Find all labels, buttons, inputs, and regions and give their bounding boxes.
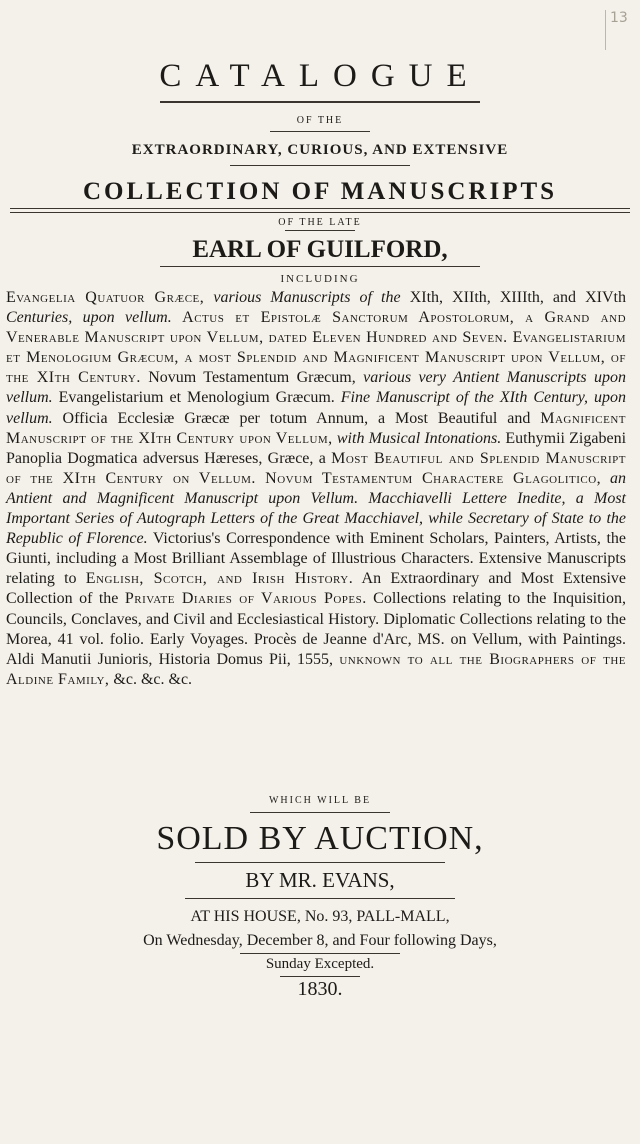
contents-segment — [601, 470, 610, 487]
dates-line: On Wednesday, December 8, and Four following Days, — [143, 932, 497, 949]
subtitle-extraordinary: EXTRAORDINARY, CURIOUS, AND EXTENSIVE — [131, 142, 509, 158]
contents-segment: Evangelistarium et Menologium Græcum. — [52, 389, 341, 407]
sunday-excepted-line: Sunday Excepted. — [265, 956, 375, 972]
sold-by-auction-heading: SOLD BY AUCTION, — [156, 820, 484, 857]
contents-segment: Most Beautiful and Splendid Manuscript of the XIth Century on Vellum. Novum Testamentum Charactere Glagolitico, — [6, 449, 626, 487]
contents-segment: Magnificent Manuscript of the XIth Century upon Vellum, — [6, 409, 626, 447]
contents-segment: Collections relating to the Inquisition, Councils, Conclaves, and Civil and Ecclesiastical History. Diplomatic Collections relating to the Morea, 41 vol. folio. Early Voyages. Procès de Jeanne d'Arc, MS. on Vellum, with Paintings. Aldi Manutii Junioris, Historia Domus Pii, 1555, — [6, 590, 627, 668]
contents-segment: Victorius's Correspondence with Eminent Scholars, Painters, Artists, the Giunti, including a Most Brilliant Assemblage of Illustrious Characters. Extensive Manuscripts relating to — [6, 530, 626, 588]
year-line: 1830. — [297, 978, 343, 1000]
which-will-be-line: WHICH WILL BE — [268, 795, 372, 806]
of-the-line: OF THE — [296, 115, 344, 126]
contents-segment: with Musical Intonations. — [336, 429, 502, 447]
contents-segment: Private Diaries of Various Popes. — [124, 590, 367, 608]
contents-segment: various Manuscripts of the — [213, 289, 401, 306]
including-line: INCLUDING — [280, 273, 360, 285]
contents-segment: Centuries, upon vellum. — [6, 309, 172, 327]
contents-segment: English, Scotch, and Irish History. — [85, 570, 354, 588]
collection-heading: COLLECTION OF MANUSCRIPTS — [82, 178, 558, 205]
contents-segment — [172, 309, 182, 326]
rule — [195, 862, 445, 863]
of-the-late-line: OF THE LATE — [278, 217, 362, 228]
double-rule — [10, 208, 630, 213]
contents-segment: Fine Manuscript of the XIth Century, upon vellum. — [6, 389, 627, 427]
rule — [270, 131, 370, 132]
contents-segment: Evangelia Quatuor Græce, — [6, 289, 205, 306]
contents-segment: Euthymii Zigabeni Panoplia Dogmatica adversus Hæreses, Græce, a — [6, 429, 627, 467]
rule — [160, 266, 480, 267]
contents-paragraph — [6, 288, 626, 690]
contents-segment: unknown to all the Biographers of the Aldine Family, — [6, 650, 627, 688]
rule — [160, 101, 480, 103]
contents-segment: XIth, XIIth, XIIIth, and XIVth — [400, 289, 627, 306]
address-line: AT HIS HOUSE, No. 93, PALL-MALL, — [190, 908, 450, 925]
rule — [285, 230, 355, 231]
catalogue-heading: CATALOGUE — [159, 58, 481, 94]
contents-segment: &c. &c. &c. — [109, 670, 193, 688]
contents-segment: various very Antient Manuscripts upon vellum. — [6, 369, 627, 407]
contents-segment: Novum Testamentum Græcum, — [140, 369, 364, 387]
contents-segment: An Extraordinary and Most Extensive Collection of the — [6, 570, 626, 608]
contents-segment: Officia Ecclesiæ Græcæ per totum Annum, a Most Beautiful and — [52, 409, 541, 427]
corner-pencil-mark: 13 — [605, 10, 632, 50]
auctioneer-line: BY MR. EVANS, — [245, 868, 395, 892]
rule — [230, 165, 410, 166]
earl-heading: EARL OF GUILFORD, — [192, 236, 448, 263]
contents-segment — [204, 289, 213, 306]
contents-segment: an Antient and Magnificent Manuscript upon Vellum. Macchiavelli Lettere Inedite, a Most Important Series of Autograph Letters of the Great Macchiavel, while Secretary of State to the Republic of Florence. — [6, 469, 627, 548]
rule — [280, 976, 360, 977]
rule — [185, 898, 455, 899]
rule — [250, 812, 390, 813]
contents-segment: Actus et Epistolæ Sanctorum Apostolorum, a Grand and Venerable Manuscript upon Vellum, dated Eleven Hundred and Seven. Evangelistarium et Menologium Græcum, a most Splendid and Magnificent Manuscript upon Vellum, of the XIth Century. — [6, 309, 627, 387]
rule — [240, 953, 400, 954]
